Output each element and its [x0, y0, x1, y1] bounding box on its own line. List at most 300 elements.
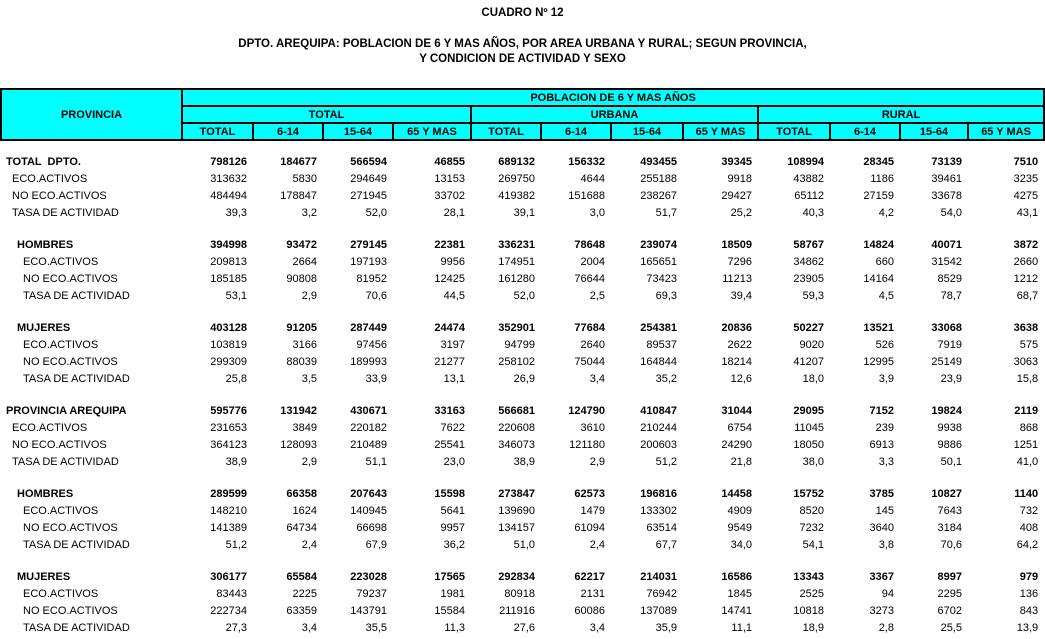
cell-value: 28345 [863, 155, 894, 168]
table-row [1, 253, 1044, 270]
cell-value: 3638 [1013, 321, 1039, 334]
cell-value: 185185 [210, 272, 247, 285]
cell-value: 394998 [210, 238, 247, 251]
header-row-population [1, 89, 1044, 106]
row-label: TASA DE ACTIVIDAD [23, 621, 130, 634]
cell-value: 67,9 [365, 538, 387, 551]
cell-value: 3,5 [301, 372, 317, 385]
cell-value: 65112 [794, 189, 824, 202]
cell-value: 2640 [580, 338, 605, 351]
cell-value: 2295 [937, 587, 962, 600]
cell-value: 2119 [1014, 404, 1039, 417]
header-age-column: TOTAL [758, 123, 830, 140]
cell-value: 79237 [356, 587, 387, 600]
cell-value: 408 [1019, 521, 1039, 534]
cell-value: 40071 [931, 238, 962, 251]
cell-value: 33702 [434, 189, 465, 202]
cell-value: 68,7 [1016, 289, 1039, 302]
spacer-cell [1, 387, 1044, 402]
cell-value: 50,1 [940, 455, 962, 468]
cell-value: 31044 [721, 404, 752, 417]
cell-value: 3,4 [301, 621, 317, 634]
cell-value: 2,5 [589, 289, 605, 302]
cell-value: 23,9 [940, 372, 962, 385]
cell-value: 12,6 [730, 372, 752, 385]
header-age-column: 15-64 [611, 123, 683, 140]
cell-value: 143791 [350, 604, 387, 617]
cell-value: 35,2 [655, 372, 677, 385]
cell-value: 287449 [350, 321, 387, 334]
cell-value: 1251 [1013, 438, 1039, 451]
cell-value: 271945 [350, 189, 387, 202]
spacer-cell [1, 553, 1044, 568]
cell-value: 279145 [350, 238, 387, 251]
cell-value: 93472 [286, 238, 317, 251]
cell-value: 2,9 [589, 455, 605, 468]
table-row [1, 568, 1044, 585]
cell-value: 484494 [210, 189, 247, 202]
table-row [1, 619, 1044, 636]
cell-value: 174951 [498, 255, 535, 268]
cell-value: 2004 [580, 255, 605, 268]
cell-value: 313632 [210, 172, 247, 185]
cell-value: 269750 [498, 172, 535, 185]
cell-value: 78,7 [940, 289, 962, 302]
cell-value: 14741 [721, 604, 752, 617]
cell-value: 62573 [574, 487, 605, 500]
cell-value: 3,8 [878, 538, 894, 551]
table-row [1, 485, 1044, 502]
table-row [1, 585, 1044, 602]
cell-value: 8520 [799, 504, 824, 517]
cell-value: 66698 [356, 521, 387, 534]
cell-value: 63359 [286, 604, 317, 617]
spacer-row [1, 470, 1044, 485]
cell-value: 430671 [350, 404, 387, 417]
cell-value: 58767 [793, 238, 824, 251]
cell-value: 3197 [440, 338, 465, 351]
cell-value: 78648 [574, 238, 605, 251]
cell-value: 43,1 [1016, 206, 1039, 219]
cell-value: 9886 [937, 438, 962, 451]
table-row [1, 370, 1044, 387]
cell-value: 11045 [794, 421, 824, 434]
header-age-column: TOTAL [182, 123, 253, 140]
row-label: TASA DE ACTIVIDAD [23, 372, 130, 385]
table-row [1, 287, 1044, 304]
table-row [1, 519, 1044, 536]
cell-value: 23,0 [443, 455, 465, 468]
cell-value: 33068 [931, 321, 962, 334]
cell-value: 25149 [931, 355, 962, 368]
cell-value: 299309 [210, 355, 247, 368]
row-label: PROVINCIA AREQUIPA [6, 404, 127, 417]
cell-value: 18509 [721, 238, 752, 251]
cell-value: 13521 [863, 321, 894, 334]
cell-value: 566681 [498, 404, 535, 417]
cell-value: 189993 [350, 355, 387, 368]
cell-value: 131942 [280, 404, 317, 417]
cell-value: 121180 [569, 438, 605, 451]
cell-value: 39,3 [225, 206, 247, 219]
cell-value: 493455 [640, 155, 677, 168]
cell-value: 3184 [937, 521, 962, 534]
cell-value: 2660 [1013, 255, 1039, 268]
cell-value: 164844 [640, 355, 677, 368]
header-age-column: TOTAL [471, 123, 541, 140]
cell-value: 364123 [210, 438, 247, 451]
cell-value: 798126 [210, 155, 247, 168]
cell-value: 15752 [793, 487, 824, 500]
cell-value: 34,0 [730, 538, 752, 551]
cell-value: 239074 [640, 238, 677, 251]
cell-value: 3,2 [301, 206, 317, 219]
cell-value: 43882 [793, 172, 824, 185]
cell-value: 145 [875, 504, 894, 517]
cell-value: 207643 [350, 487, 387, 500]
cell-value: 14824 [863, 238, 894, 251]
cell-value: 346073 [498, 438, 535, 451]
spacer-row [1, 140, 1044, 153]
cell-value: 2,4 [589, 538, 605, 551]
cell-value: 65584 [286, 570, 317, 583]
cell-value: 36,2 [443, 538, 465, 551]
cell-value: 1981 [440, 587, 465, 600]
cell-value: 3,4 [589, 621, 605, 634]
row-label: NO ECO.ACTIVOS [23, 604, 118, 617]
cell-value: 46855 [434, 155, 465, 168]
cell-value: 3273 [869, 604, 894, 617]
cell-value: 7152 [869, 404, 894, 417]
row-label: MUJERES [17, 321, 71, 334]
spacer-cell [1, 140, 1044, 153]
header-age-column: 15-64 [900, 123, 968, 140]
cell-value: 575 [1019, 338, 1039, 351]
cell-value: 33163 [434, 404, 465, 417]
row-label: ECO.ACTIVOS [12, 421, 88, 434]
header-group-rural: RURAL [758, 106, 1044, 123]
cell-value: 3640 [869, 521, 894, 534]
table-row [1, 204, 1044, 221]
row-label: TASA DE ACTIVIDAD [23, 289, 130, 302]
cell-value: 209813 [210, 255, 247, 268]
cell-value: 4909 [727, 504, 752, 517]
cell-value: 7643 [937, 504, 962, 517]
cell-value: 76942 [646, 587, 677, 600]
cell-value: 238267 [640, 189, 677, 202]
cell-value: 3849 [292, 421, 317, 434]
cell-value: 18,0 [802, 372, 824, 385]
row-label: HOMBRES [17, 487, 74, 500]
table-row [1, 319, 1044, 336]
cell-value: 31542 [931, 255, 962, 268]
cell-value: 9918 [727, 172, 752, 185]
cell-value: 11,3 [444, 621, 465, 634]
cell-value: 2525 [799, 587, 824, 600]
cell-value: 7510 [1013, 155, 1039, 168]
page-subtitle-line2: Y CONDICION DE ACTIVIDAD Y SEXO [419, 53, 626, 65]
cell-value: 108994 [787, 155, 824, 168]
cell-value: 94799 [504, 338, 535, 351]
cell-value: 51,0 [513, 538, 535, 551]
cell-value: 2,4 [301, 538, 317, 551]
spacer-row [1, 387, 1044, 402]
row-label: HOMBRES [17, 238, 74, 251]
cell-value: 51,2 [225, 538, 247, 551]
cell-value: 1845 [727, 587, 752, 600]
cell-value: 133302 [640, 504, 677, 517]
cell-value: 566594 [350, 155, 387, 168]
cell-value: 51,1 [365, 455, 387, 468]
cell-value: 1624 [292, 504, 317, 517]
cell-value: 15,8 [1016, 372, 1039, 385]
spacer-row [1, 304, 1044, 319]
cell-value: 10818 [793, 604, 824, 617]
cell-value: 24290 [721, 438, 752, 451]
cell-value: 38,9 [225, 455, 247, 468]
cell-value: 222734 [210, 604, 247, 617]
cell-value: 23905 [793, 272, 824, 285]
cell-value: 595776 [210, 404, 247, 417]
cell-value: 10827 [931, 487, 962, 500]
table-row [1, 453, 1044, 470]
cell-value: 12995 [863, 355, 894, 368]
cell-value: 25,5 [940, 621, 962, 634]
cell-value: 403128 [210, 321, 247, 334]
cell-value: 128093 [280, 438, 317, 451]
cell-value: 39461 [931, 172, 962, 185]
cell-value: 2622 [727, 338, 752, 351]
table-row [1, 353, 1044, 370]
cell-value: 196816 [640, 487, 677, 500]
table-row [1, 236, 1044, 253]
cell-value: 211916 [499, 604, 535, 617]
row-label: ECO.ACTIVOS [23, 504, 99, 517]
cell-value: 33678 [931, 189, 962, 202]
cell-value: 165651 [640, 255, 677, 268]
cell-value: 7919 [937, 338, 962, 351]
table-row [1, 336, 1044, 353]
table-row [1, 170, 1044, 187]
cell-value: 3,4 [589, 372, 605, 385]
table-row [1, 419, 1044, 436]
header-age-column: 15-64 [323, 123, 393, 140]
cell-value: 4,2 [878, 206, 894, 219]
cell-value: 59,3 [802, 289, 824, 302]
cell-value: 148210 [210, 504, 247, 517]
row-label: NO ECO.ACTIVOS [23, 272, 118, 285]
cell-value: 11213 [722, 272, 752, 285]
cell-value: 352901 [498, 321, 535, 334]
population-table [0, 88, 1045, 636]
table-row [1, 153, 1044, 170]
cell-value: 7296 [727, 255, 752, 268]
row-label: TOTAL DPTO. [6, 155, 81, 168]
cell-value: 7232 [799, 521, 824, 534]
cell-value: 18214 [721, 355, 752, 368]
row-label: NO ECO.ACTIVOS [12, 189, 107, 202]
row-label: NO ECO.ACTIVOS [12, 438, 107, 451]
cell-value: 25541 [434, 438, 465, 451]
cell-value: 35,5 [365, 621, 387, 634]
cell-value: 2,9 [301, 455, 317, 468]
cell-value: 75044 [574, 355, 605, 368]
header-provincia: PROVINCIA [1, 89, 182, 140]
cell-value: 94 [881, 587, 894, 600]
cell-value: 39345 [721, 155, 752, 168]
row-label: MUJERES [17, 570, 71, 583]
cell-value: 255188 [640, 172, 677, 185]
cell-value: 134157 [498, 521, 535, 534]
table-row [1, 502, 1044, 519]
cell-value: 70,6 [940, 538, 962, 551]
cell-value: 13,9 [1016, 621, 1039, 634]
page-subtitle-line1: DPTO. AREQUIPA: POBLACION DE 6 Y MAS AÑOS, POR AREA URBANA Y RURAL; SEGUN PROVINCIA, [238, 38, 807, 50]
cell-value: 62217 [574, 570, 605, 583]
cell-value: 67,7 [655, 538, 677, 551]
table-row [1, 270, 1044, 287]
cell-value: 273847 [498, 487, 535, 500]
header-population-title: POBLACION DE 6 Y MAS AÑOS [182, 89, 1044, 106]
cell-value: 200603 [640, 438, 677, 451]
cell-value: 25,8 [225, 372, 247, 385]
row-label: ECO.ACTIVOS [12, 172, 88, 185]
cell-value: 41207 [793, 355, 824, 368]
cell-value: 73139 [931, 155, 962, 168]
cell-value: 33,9 [365, 372, 387, 385]
cell-value: 28,1 [443, 206, 465, 219]
cell-value: 689132 [498, 155, 535, 168]
cell-value: 3785 [869, 487, 894, 500]
page-title: CUADRO Nº 12 [481, 7, 564, 19]
cell-value: 61094 [574, 521, 605, 534]
row-label: NO ECO.ACTIVOS [23, 521, 118, 534]
cell-value: 16586 [721, 570, 752, 583]
cell-value: 2,8 [878, 621, 894, 634]
cell-value: 8997 [937, 570, 962, 583]
cell-value: 52,0 [365, 206, 387, 219]
cell-value: 1479 [580, 504, 605, 517]
row-label: ECO.ACTIVOS [23, 255, 99, 268]
cell-value: 3,3 [878, 455, 894, 468]
cell-value: 11,1 [731, 621, 752, 634]
row-label: ECO.ACTIVOS [23, 587, 99, 600]
spacer-row [1, 221, 1044, 236]
cell-value: 54,0 [940, 206, 962, 219]
cell-value: 20836 [721, 321, 752, 334]
cell-value: 21277 [434, 355, 465, 368]
cell-value: 39,4 [730, 289, 752, 302]
cell-value: 69,3 [655, 289, 677, 302]
cell-value: 732 [1019, 504, 1039, 517]
cell-value: 184677 [280, 155, 317, 168]
cell-value: 22381 [434, 238, 465, 251]
header-group-total: TOTAL [182, 106, 471, 123]
cell-value: 64,2 [1016, 538, 1039, 551]
cell-value: 24474 [434, 321, 465, 334]
cell-value: 136 [1019, 587, 1039, 600]
cell-value: 81952 [356, 272, 387, 285]
cell-value: 12425 [434, 272, 465, 285]
cell-value: 80918 [504, 587, 535, 600]
cell-value: 220608 [498, 421, 535, 434]
cell-value: 1140 [1014, 487, 1039, 500]
cell-value: 223028 [350, 570, 387, 583]
header-age-column: 6-14 [541, 123, 611, 140]
cell-value: 660 [875, 255, 894, 268]
cell-value: 289599 [210, 487, 247, 500]
cell-value: 63514 [646, 521, 677, 534]
cell-value: 4,5 [878, 289, 894, 302]
cell-value: 29095 [793, 404, 824, 417]
row-label: TASA DE ACTIVIDAD [12, 455, 119, 468]
cell-value: 50227 [793, 321, 824, 334]
cell-value: 39,1 [513, 206, 535, 219]
cell-value: 140945 [350, 504, 387, 517]
cell-value: 77684 [574, 321, 605, 334]
cell-value: 231653 [210, 421, 247, 434]
cell-value: 27,6 [513, 621, 535, 634]
table-row [1, 402, 1044, 419]
cell-value: 9956 [440, 255, 465, 268]
cell-value: 3235 [1013, 172, 1039, 185]
cell-value: 526 [875, 338, 894, 351]
header-age-column: 65 Y MAS [968, 123, 1044, 140]
cell-value: 2664 [292, 255, 317, 268]
cell-value: 14458 [721, 487, 752, 500]
cell-value: 3063 [1013, 355, 1039, 368]
cell-value: 6913 [869, 438, 894, 451]
cell-value: 13,1 [443, 372, 465, 385]
cell-value: 3367 [869, 570, 894, 583]
cell-value: 137089 [640, 604, 677, 617]
spacer-row [1, 553, 1044, 568]
cell-value: 19824 [931, 404, 962, 417]
cell-value: 151688 [568, 189, 605, 202]
cell-value: 156332 [568, 155, 605, 168]
cell-value: 197193 [350, 255, 387, 268]
cell-value: 18050 [793, 438, 824, 451]
cell-value: 3,9 [878, 372, 894, 385]
cell-value: 91205 [286, 321, 317, 334]
cell-value: 2131 [580, 587, 605, 600]
cell-value: 141389 [210, 521, 247, 534]
cell-value: 336231 [498, 238, 535, 251]
cell-value: 8529 [937, 272, 962, 285]
cell-value: 66358 [286, 487, 317, 500]
cell-value: 868 [1019, 421, 1039, 434]
cell-value: 54,1 [802, 538, 824, 551]
cell-value: 410847 [640, 404, 677, 417]
cell-value: 38,0 [802, 455, 824, 468]
cell-value: 292834 [498, 570, 535, 583]
cell-value: 294649 [350, 172, 387, 185]
cell-value: 2225 [292, 587, 317, 600]
table-row [1, 536, 1044, 553]
cell-value: 419382 [498, 189, 535, 202]
row-label: TASA DE ACTIVIDAD [12, 206, 119, 219]
cell-value: 6754 [727, 421, 752, 434]
spacer-cell [1, 304, 1044, 319]
cell-value: 90808 [286, 272, 317, 285]
cell-value: 83443 [216, 587, 247, 600]
cell-value: 220182 [350, 421, 387, 434]
cell-value: 4275 [1013, 189, 1039, 202]
row-label: NO ECO.ACTIVOS [23, 355, 118, 368]
cell-value: 44,5 [443, 289, 465, 302]
cell-value: 51,7 [655, 206, 677, 219]
cell-value: 89537 [646, 338, 677, 351]
